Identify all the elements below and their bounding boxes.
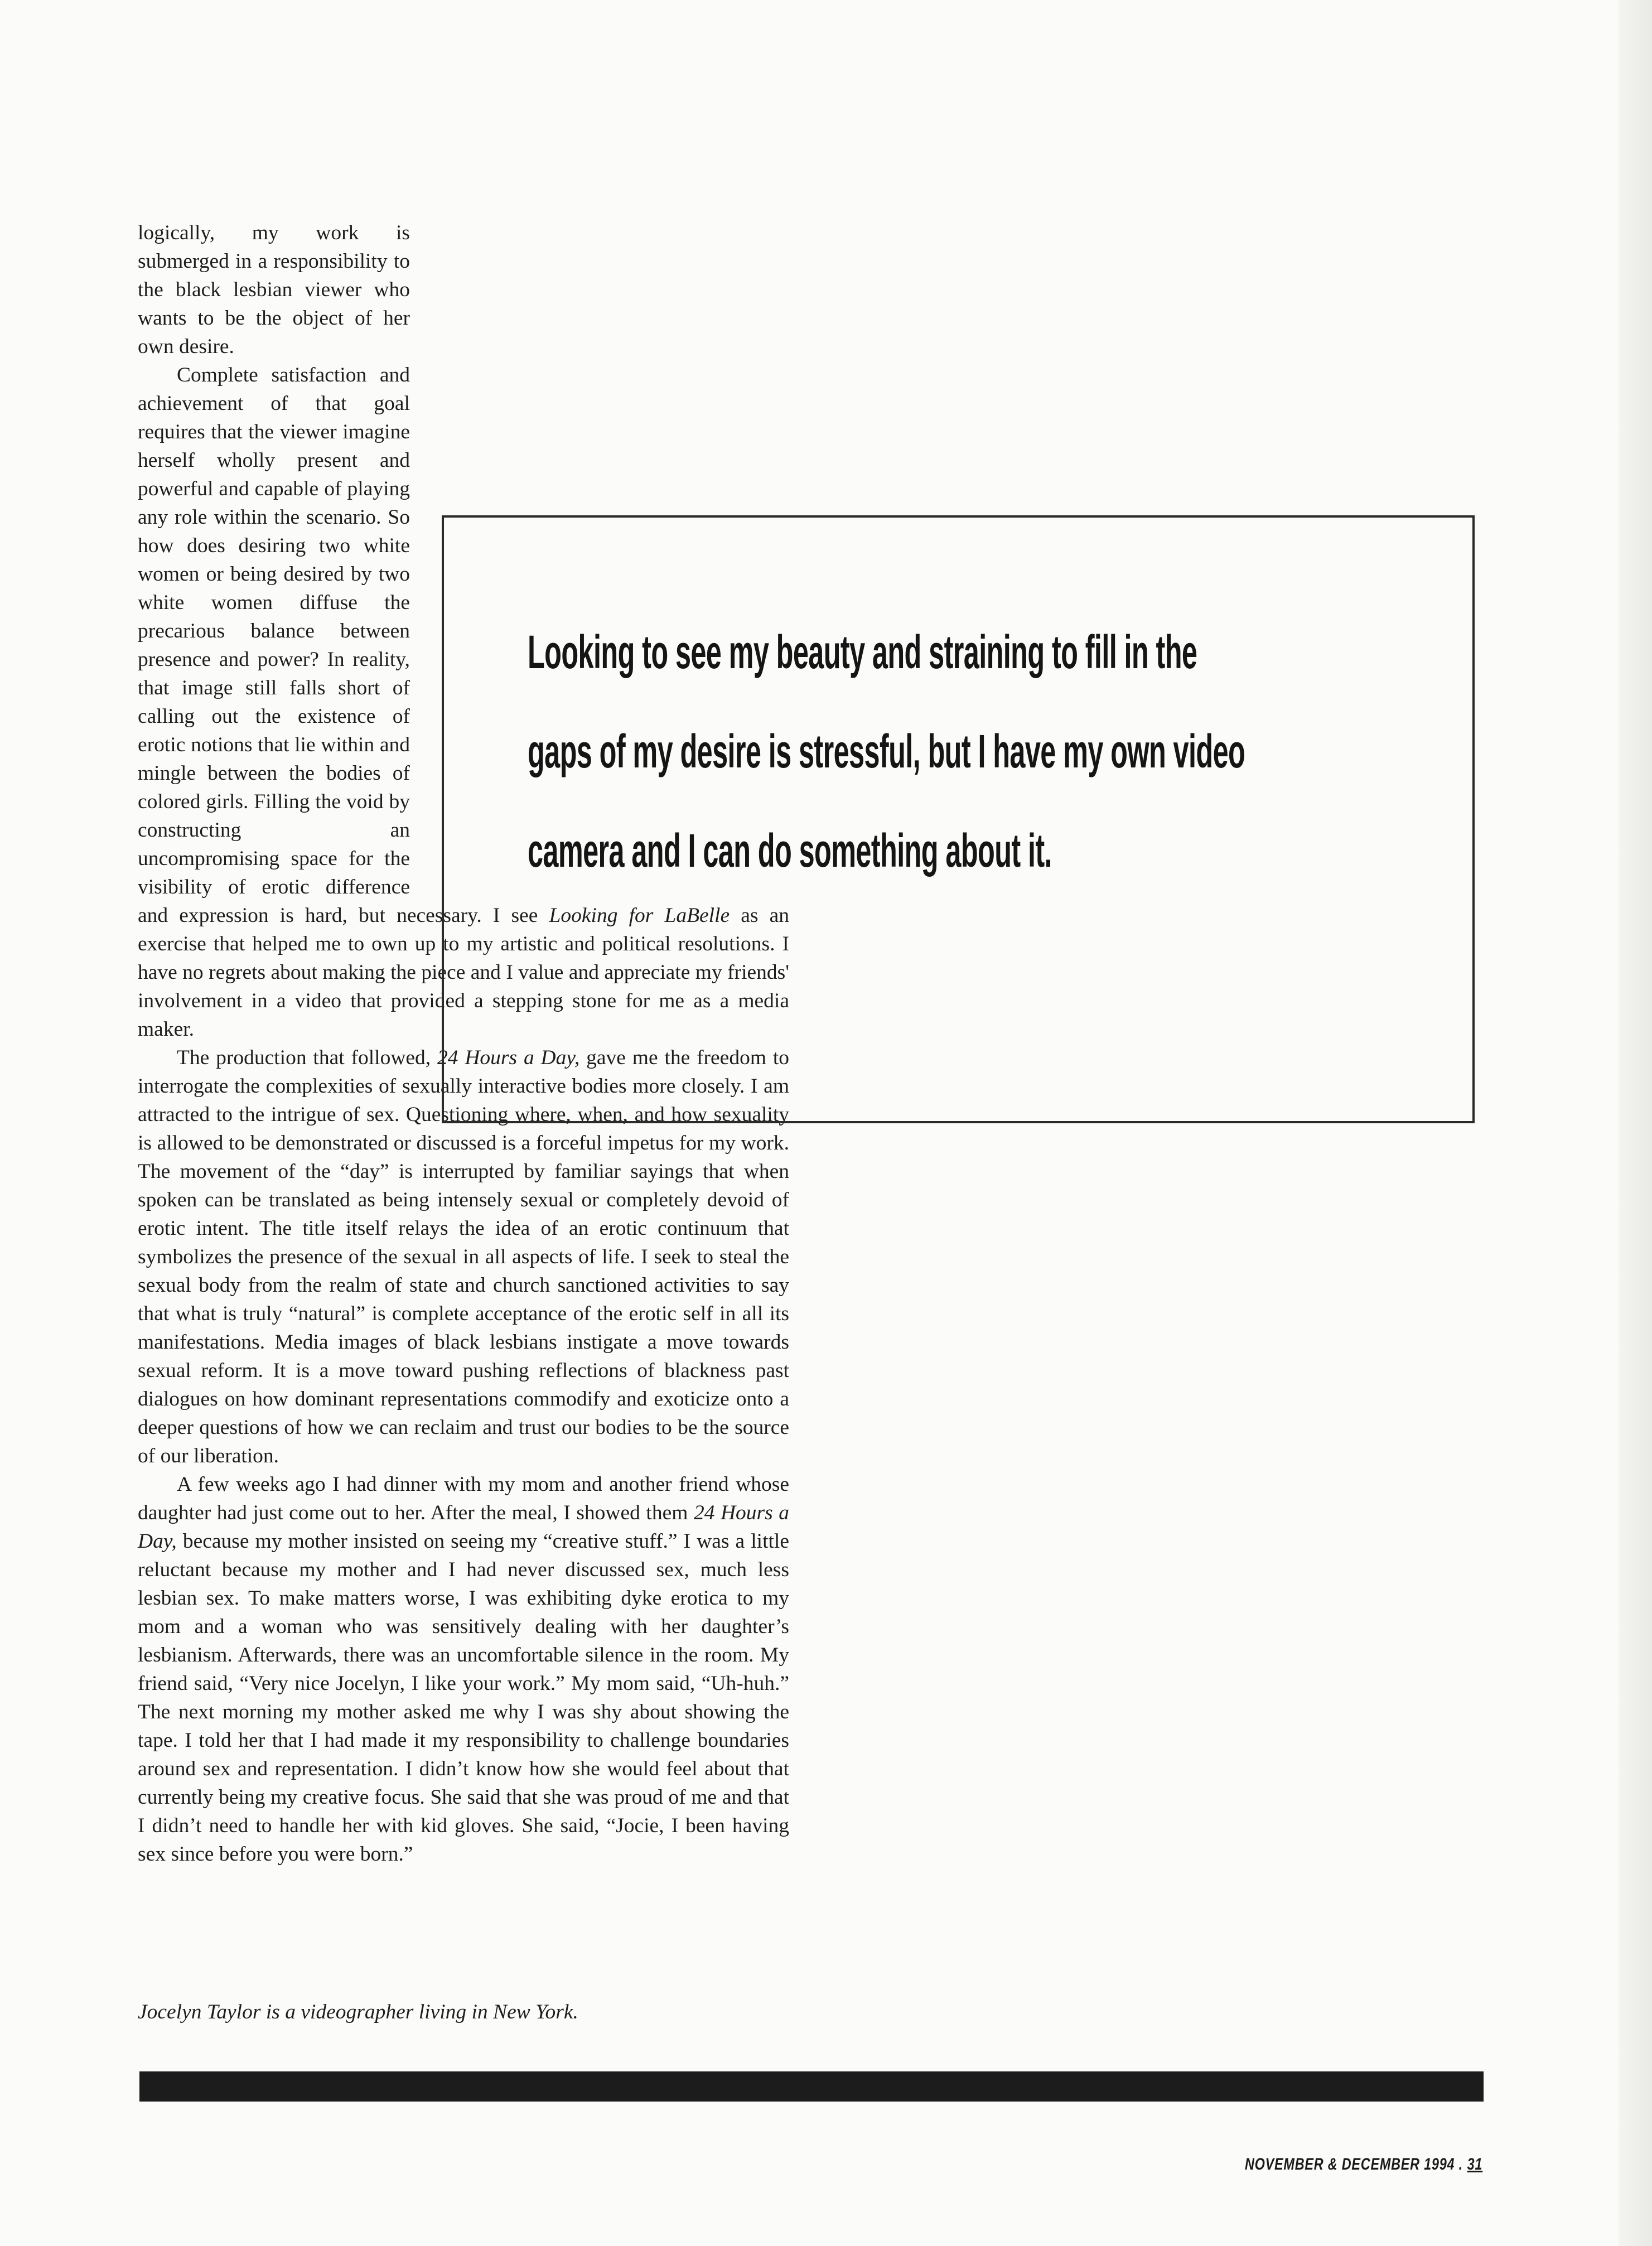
page-edge — [1619, 0, 1652, 2246]
paragraph-2-text: Complete satisfaction and achievement of that goal requires that the viewer imagine herself wholly present and powerful and capable of playing any role within the scenario. So how does desiring two white women or being desired by two white women diffuse the precarious balance between presence and power? In reality, that image still falls short of calling out the existence of erotic notions that lie within and mingle between the bodies of colored girls. Filling the void by constructing an uncompromising space for the visibility of erotic difference and expression is hard, but necessary. I see — [138, 364, 538, 927]
pull-quote-line-3: camera and I can do something about it. — [528, 824, 1052, 877]
paragraph-3-rest: gave me the freedom to interrogate the complexities of sexually interactive bodies more closely. I am attracted to the intrigue of sex. Questioning where, when, and how sexuality is allowed to be demonstrated or discussed is a forceful impetus for my work. The movement of the “day” is interrupted by familiar sayings that when spoken can be translated as being intensely sexual or completely devoid of erotic intent. The title itself relays the idea of an erotic continuum that symbolizes the presence of the sexual in all aspects of life. I seek to steal the sexual body from the realm of state and church sanctioned activities to say that what is truly “natural” is complete acceptance of the erotic self in all its manifestations. Media images of black lesbians instigate a move towards sexual reform. It is a move toward pushing reflections of blackness past dialogues on how dominant representations commodify and exoticize onto a deeper questions of how we can reclaim and trust our bodies to be the source of our liberation. — [138, 1046, 789, 1467]
paragraph-4-text: A few weeks ago I had dinner with my mom and another friend whose daughter had just come out to her. After the meal, I showed them — [138, 1473, 789, 1524]
paragraph-2-title: Looking for LaBelle — [549, 904, 730, 927]
paragraph-3-text: The production that followed, — [177, 1046, 431, 1069]
pull-quote-line-1: Looking to see my beauty and straining to fill in the — [528, 626, 1197, 678]
paragraph-1: logically, my work is submerged in a responsibility to the black lesbian viewer who wants to be the object of her own desire. — [138, 221, 410, 358]
page-footer — [1245, 2155, 1482, 2174]
issue-date: NOVEMBER & DECEMBER 1994 . — [1245, 2155, 1463, 2173]
pull-quote-box — [442, 515, 1475, 1123]
paragraph-4-rest: because my mother insisted on seeing my “creative stuff.” I was a little reluctant because my mother and I had never discussed sex, much less lesbian sex. To make matters worse, I was exhibiting dyke erotica to my mom and a woman who was sensitively dealing with her daughter’s lesbianism. Afterwards, there was an uncomfortable silence in the room. My friend said, “Very nice Jocelyn, I like your work.” My mom said, “Uh-huh.” The next morning my mother asked me why I was shy about showing the tape. I told her that I had made it my responsibility to challenge boundaries around sex and representation. I didn’t know how she would feel about that currently being my creative focus. She said that she was proud of me and that I didn’t need to handle her with kid gloves. She said, “Jocie, I been having sex since before you were born.” — [138, 1530, 789, 1866]
footer-rule-bar — [139, 2071, 1484, 2102]
pull-quote-line-2: gaps of my desire is stressful, but I have my own video — [528, 725, 1245, 777]
paragraph-2-rest: as an exercise that helped me to own up to my artistic and political resolutions. I have no regrets about making the piece and I value and appreciate my friends' involvement in a video that provided a stepping stone for me as a media maker. — [138, 904, 789, 1041]
paragraph-4-title: 24 Hours a Day, — [138, 1501, 789, 1553]
paragraph-4 — [138, 1470, 789, 1868]
page-number: 31 — [1467, 2155, 1483, 2173]
author-bio: Jocelyn Taylor is a videographer living in New York. — [138, 2001, 578, 2023]
pull-quote-text — [528, 602, 1331, 900]
paragraph-3-title: 24 Hours a Day, — [437, 1046, 580, 1069]
